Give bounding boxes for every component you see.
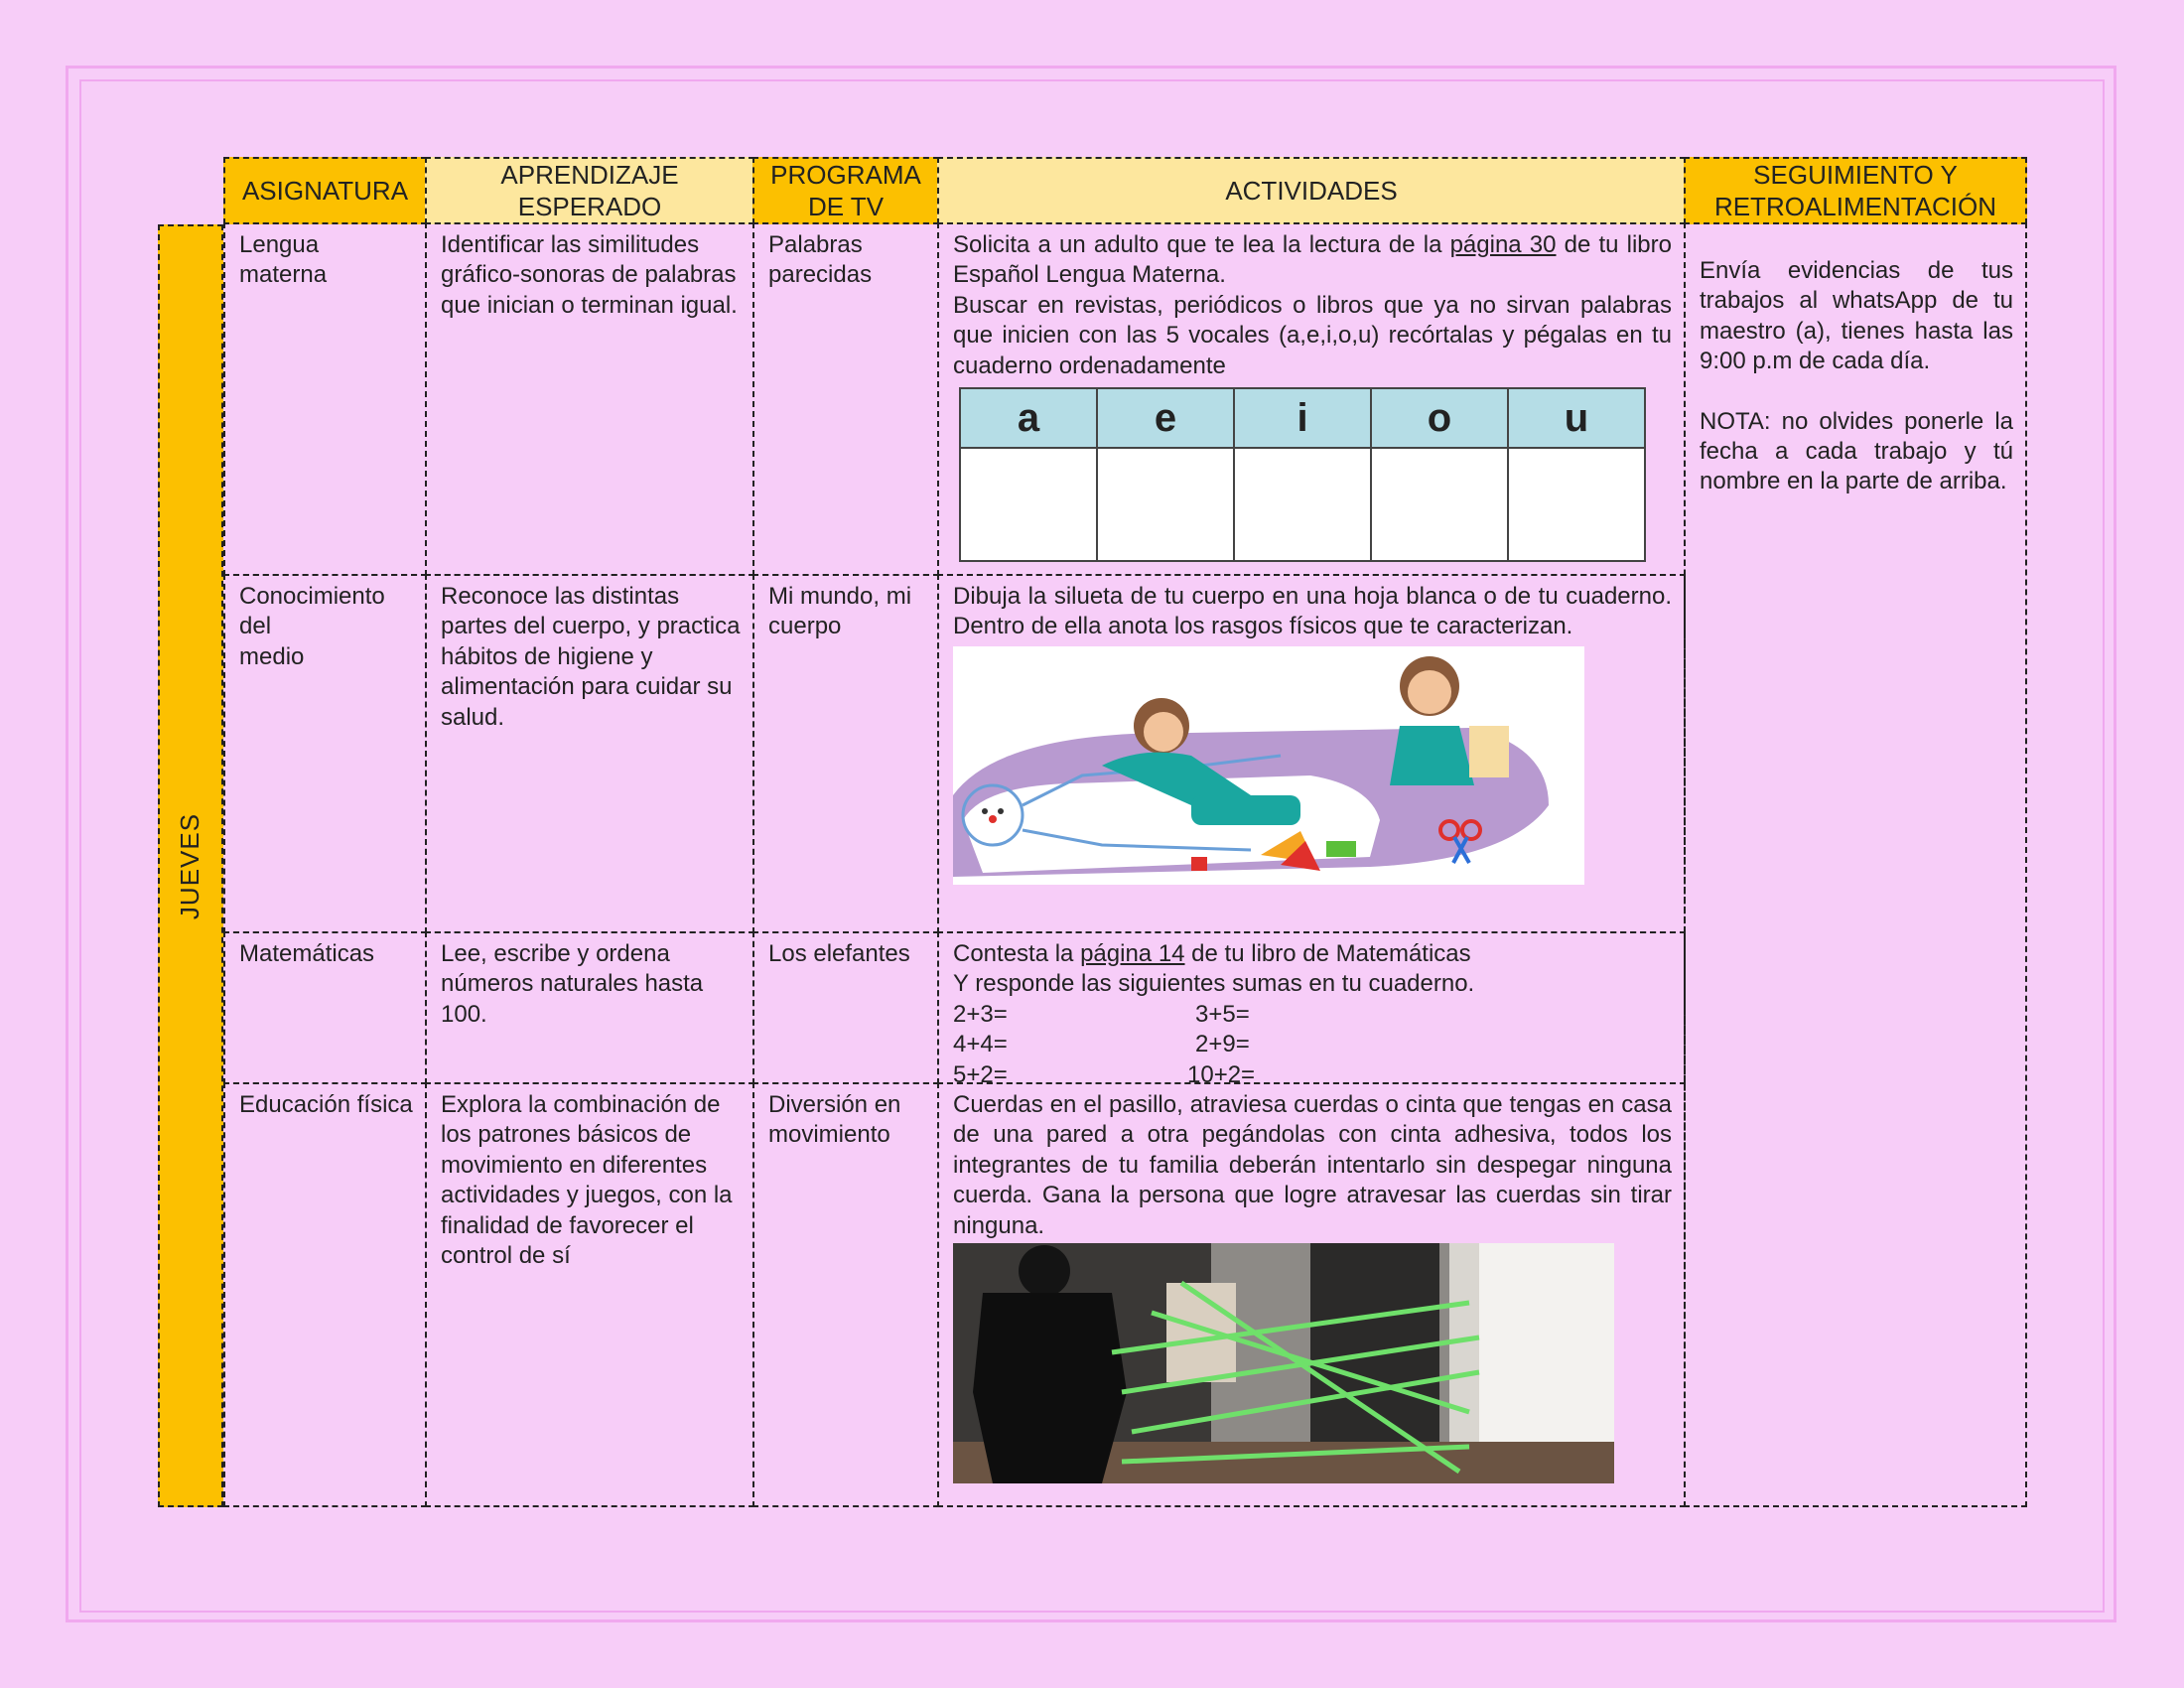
row3-programa — [752, 931, 939, 1084]
sum-item: 5+2= — [953, 1060, 1008, 1088]
row3-asignatura-text: Matemáticas — [239, 940, 375, 967]
header-actividades-label: ACTIVIDADES — [1225, 176, 1398, 206]
row3-act-line1 — [953, 939, 1672, 969]
sum-item: 4+4= — [953, 1031, 1008, 1058]
row3-act-post: de tu libro de Matemáticas — [1184, 940, 1471, 967]
row2-programa — [752, 574, 939, 933]
header-aprendizaje-line2: ESPERADO — [517, 192, 662, 221]
sum-item: 3+5= — [1195, 1000, 1250, 1028]
row1-aprendizaje — [425, 222, 754, 576]
sum-row — [953, 1030, 1672, 1059]
vowel-e: e — [1097, 388, 1234, 448]
header-aprendizaje-line1: APRENDIZAJE — [500, 160, 679, 190]
row3-asignatura — [223, 931, 427, 1084]
day-label-cell — [158, 224, 223, 1507]
row1-aprendizaje-text: Identificar las similitudes gráfico-sonoras de palabras que inician o terminan igual. — [441, 231, 738, 319]
row3-act-instructions: Y responde las siguientes sumas en tu cuaderno. — [953, 970, 1475, 998]
seguimiento-nota: NOTA: no olvides ponerle la fecha a cada trabajo y tú nombre en la parte de arriba. — [1700, 407, 2013, 495]
day-label: JUEVES — [175, 812, 205, 919]
row3-aprendizaje-text: Lee, escribe y ordena números naturales hasta 100. — [441, 940, 704, 1028]
row4-asignatura-text: Educación física — [239, 1091, 413, 1118]
seguimiento-evidencias: Envía evidencias de tus trabajos al whatsApp de tu maestro (a), tienes hasta las 9:00 p.m de cada día. — [1700, 257, 2013, 375]
sum-row — [953, 1000, 1672, 1030]
vowel-i-blank — [1234, 448, 1371, 561]
row1-programa — [752, 222, 939, 576]
row4-programa — [752, 1082, 939, 1507]
row1-programa-text: Palabras parecidas — [768, 231, 873, 289]
row1-asignatura — [223, 222, 427, 576]
row1-asignatura-line2: materna — [239, 261, 328, 289]
row4-act-text: Cuerdas en el pasillo, atraviesa cuerdas o cinta que tengas en casa de una pared a otra pegándolas con cinta adhesiva, todos los integrantes de tu familia deberán intentarlo sin despegar ninguna cuerda. Gana la persona que logre atravesar las cuerdas sin tirar ninguna. — [953, 1091, 1672, 1239]
row3-actividades — [937, 931, 1686, 1088]
row3-programa-text: Los elefantes — [768, 940, 910, 967]
vowel-u: u — [1508, 388, 1645, 448]
vowel-i: i — [1234, 388, 1371, 448]
hallway-strings-photo — [953, 1243, 1614, 1483]
vowel-a-blank — [960, 448, 1097, 561]
header-seguimiento-line1: SEGUIMIENTO Y — [1753, 160, 1958, 190]
header-actividades — [937, 157, 1686, 224]
row4-asignatura — [223, 1082, 427, 1507]
header-programa-line2: DE TV — [807, 192, 885, 221]
row2-asignatura-line3: medio — [239, 642, 305, 670]
vowel-o-blank — [1371, 448, 1508, 561]
row3-page-ref: página 14 — [1080, 940, 1185, 967]
row4-aprendizaje-text: Explora la combinación de los patrones básicos de movimiento en diferentes actividades y juegos, con la finalidad de favorecer el control de sí — [441, 1091, 733, 1270]
vowel-u-blank — [1508, 448, 1645, 561]
header-programa — [752, 157, 939, 224]
row1-act-instructions: Buscar en revistas, periódicos o libros que ya no sirvan palabras que inicien con las 5 vocales (a,e,i,o,u) recórtalas y pégalas en tu cuaderno ordenadamente — [953, 291, 1672, 379]
vowel-table — [959, 387, 1646, 562]
vowel-o: o — [1371, 388, 1508, 448]
row1-actividades — [937, 222, 1686, 576]
row2-asignatura-line2: del — [239, 613, 272, 640]
row2-act-text: Dibuja la silueta de tu cuerpo en una hoja blanca o de tu cuaderno. Dentro de ella anota los rasgos físicos que te caracterizan. — [953, 583, 1672, 640]
row4-aprendizaje — [425, 1082, 754, 1507]
row1-page-ref: página 30 — [1449, 231, 1557, 258]
row2-aprendizaje-text: Reconoce las distintas partes del cuerpo, y practica hábitos de higiene y alimentación para cuidar su salud. — [441, 583, 741, 731]
seguimiento-cell — [1684, 222, 2027, 1507]
row1-act-post: de tu libro Español Lengua Materna. — [953, 231, 1672, 289]
row1-asignatura-line1: Lengua — [239, 231, 320, 258]
row2-aprendizaje — [425, 574, 754, 933]
row4-actividades — [937, 1082, 1686, 1507]
header-programa-line1: PROGRAMA — [770, 160, 921, 190]
sum-item: 10+2= — [1187, 1060, 1256, 1088]
sum-item: 2+9= — [1195, 1031, 1250, 1058]
header-seguimiento-line2: RETROALIMENTACIÓN — [1713, 192, 1997, 221]
vowel-a: a — [960, 388, 1097, 448]
row2-asignatura — [223, 574, 427, 933]
header-asignatura-label: ASIGNATURA — [241, 176, 409, 206]
header-asignatura — [223, 157, 427, 224]
row2-actividades — [937, 574, 1686, 933]
row2-asignatura-line1: Conocimiento — [239, 583, 385, 610]
row1-act-pre: Solicita a un adulto que te lea la lectura de la — [953, 231, 1450, 258]
sum-item: 2+3= — [953, 1000, 1008, 1028]
row1-act-line1 — [953, 230, 1672, 291]
header-seguimiento — [1684, 157, 2027, 224]
header-aprendizaje — [425, 157, 754, 224]
vowel-e-blank — [1097, 448, 1234, 561]
row3-act-pre: Contesta la — [953, 940, 1081, 967]
body-silhouette-illustration — [953, 646, 1584, 885]
row2-programa-text: Mi mundo, mi cuerpo — [768, 583, 912, 640]
row3-aprendizaje — [425, 931, 754, 1084]
row4-programa-text: Diversión en movimiento — [768, 1091, 901, 1149]
